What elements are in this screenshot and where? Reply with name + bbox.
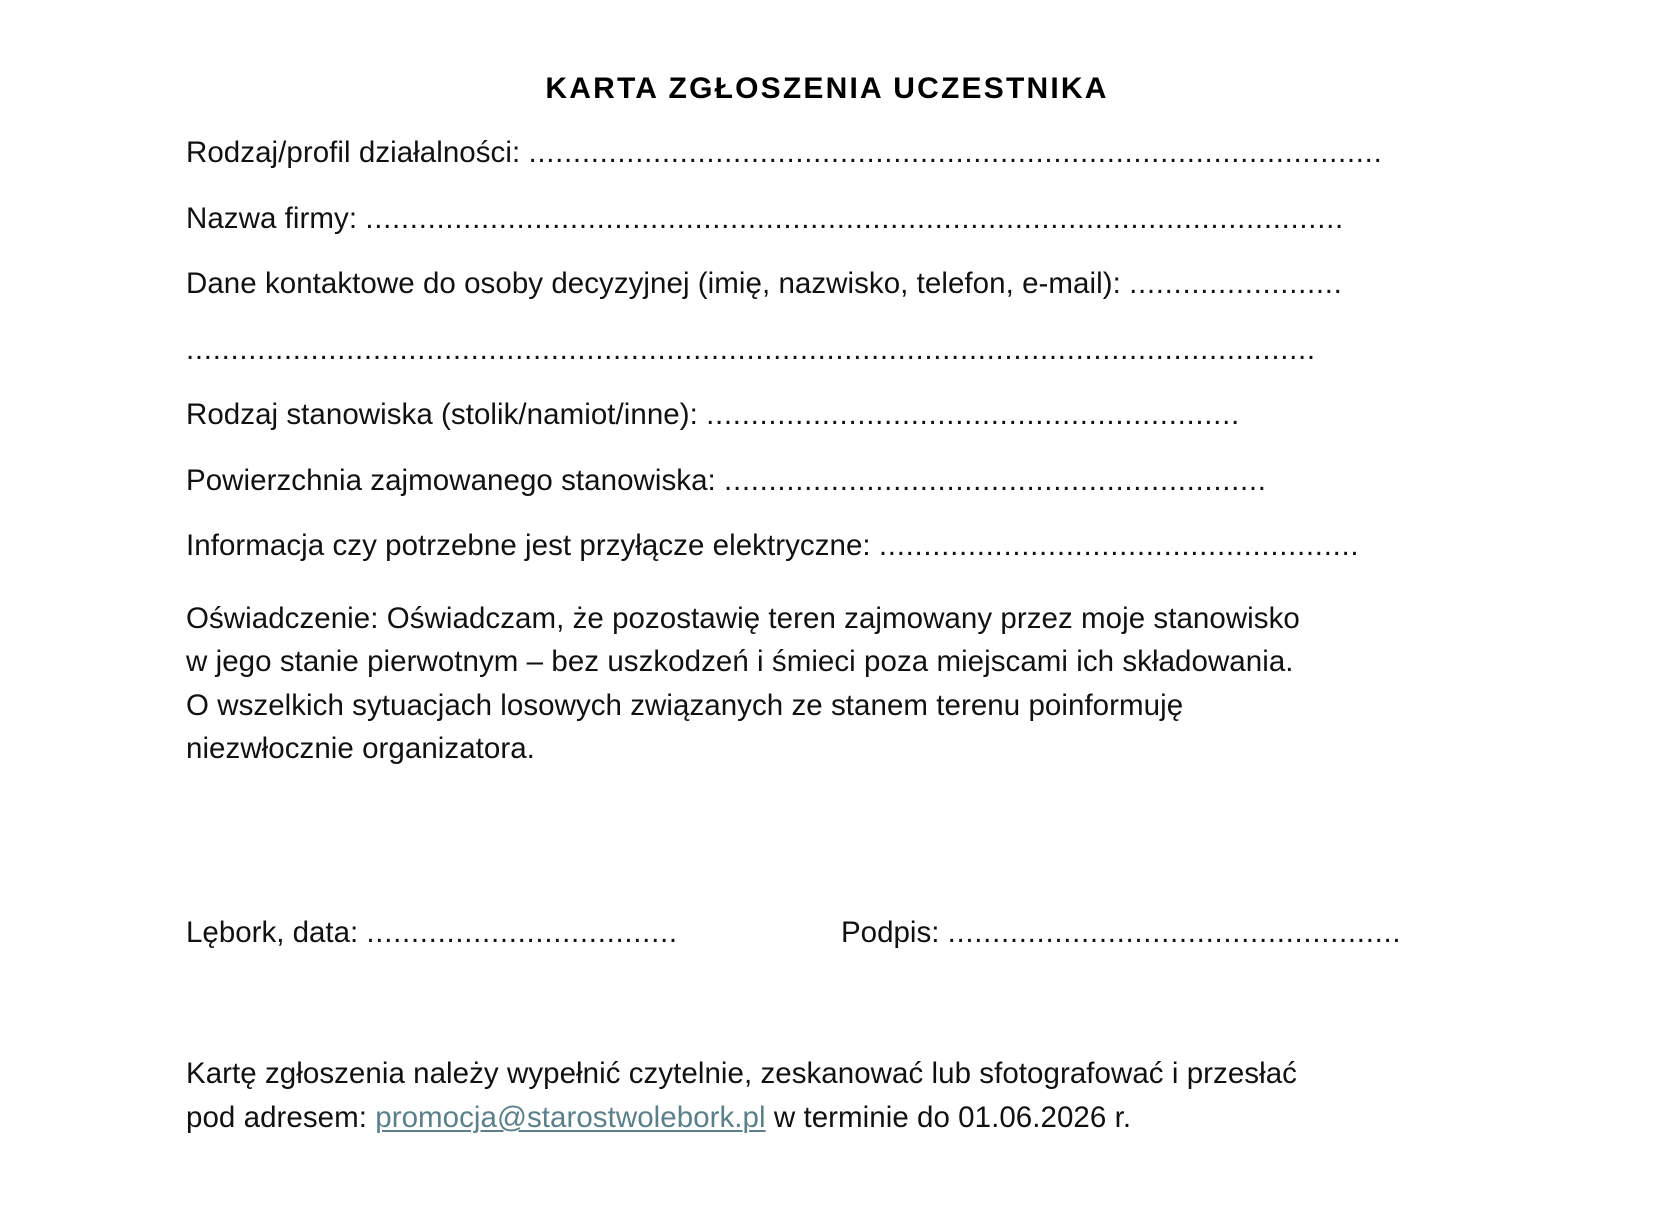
footer-line-2-suffix: w terminie do 01.06.2026 r.: [765, 1100, 1132, 1134]
field-dots-stand-area[interactable]: .............................................................: [724, 463, 1267, 497]
field-dots-contact-details-continuation[interactable]: ...............................................................................................................................: [186, 332, 1316, 366]
statement-line-3: O wszelkich sytuacjach losowych związanych ze stanem terenu poinformuję: [186, 688, 1184, 722]
signature-label: Podpis:: [841, 916, 948, 949]
field-row-electrical-connection: [186, 531, 1416, 561]
field-row-contact-details: [186, 269, 1416, 299]
field-label-contact-details: Dane kontaktowe do osoby decyzyjnej (imię, nazwisko, telefon, e-mail):: [186, 267, 1130, 300]
field-dots-activity-profile[interactable]: ................................................................................................: [528, 136, 1383, 169]
field-dots-stand-type[interactable]: ............................................................: [706, 398, 1240, 431]
signature-row: [186, 918, 1416, 948]
statement-paragraph: [186, 597, 1366, 772]
field-row-stand-area: [186, 463, 1416, 497]
statement-line-1: Oświadczenie: Oświadczam, że pozostawię teren zajmowany przez moje stanowisko: [186, 601, 1300, 635]
field-label-activity-profile: Rodzaj/profil działalności:: [186, 136, 529, 169]
statement-line-4: niezwłocznie organizatora.: [186, 732, 535, 766]
form-fields-block: [186, 138, 1416, 771]
field-row-activity-profile: [186, 138, 1416, 168]
footer-line-1: Kartę zgłoszenia należy wypełnić czytelnie, zeskanować lub sfotografować i przesłać: [186, 1057, 1297, 1090]
date-dots[interactable]: ...................................: [366, 916, 678, 949]
field-label-stand-type: Rodzaj stanowiska (stolik/namiot/inne):: [186, 398, 707, 431]
field-row-contact-details-continuation: [186, 332, 1416, 366]
statement-line-2: w jego stanie pierwotnym – bez uszkodzeń i śmieci poza miejscami ich składowania.: [186, 645, 1294, 679]
page-title: KARTA ZGŁOSZENIA UCZESTNIKA: [545, 72, 1109, 105]
footer-line-2: [186, 1096, 1416, 1140]
signature-dots[interactable]: ...................................................: [947, 916, 1402, 949]
field-dots-electrical-connection[interactable]: ......................................................: [878, 529, 1360, 562]
field-label-electrical-connection: Informacja czy potrzebne jest przyłącze elektryczne:: [186, 529, 879, 562]
field-label-stand-area: Powierzchnia zajmowanego stanowiska:: [186, 463, 725, 497]
signature-field: [841, 918, 1401, 948]
field-dots-contact-details[interactable]: ........................: [1129, 267, 1343, 300]
field-dots-company-name[interactable]: ..............................................................................................................: [365, 201, 1344, 235]
footer-line-2-prefix: pod adresem:: [186, 1100, 376, 1134]
field-label-company-name: Nazwa firmy:: [186, 201, 366, 235]
field-row-stand-type: [186, 400, 1416, 430]
date-label: Lębork, data:: [186, 916, 367, 949]
email-link[interactable]: promocja@starostwolebork.pl: [375, 1100, 766, 1134]
footer-instructions: [186, 1052, 1416, 1139]
date-field: [186, 918, 841, 948]
field-row-company-name: [186, 201, 1416, 235]
